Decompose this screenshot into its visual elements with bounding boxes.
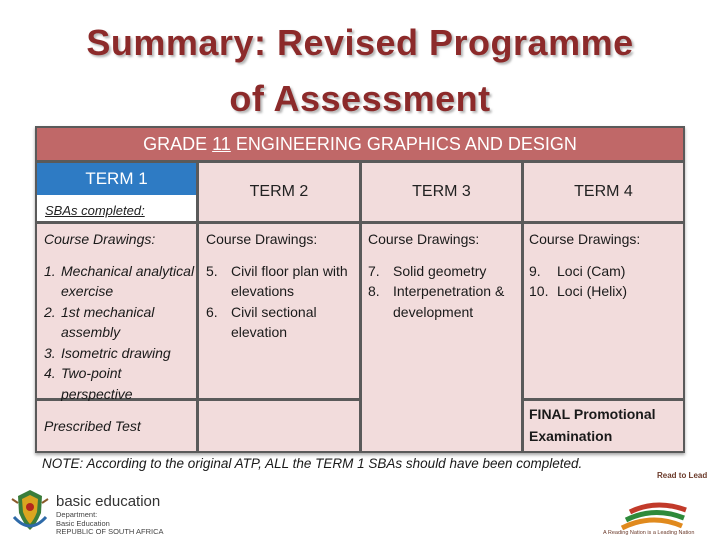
list-item-number: 7. [368,262,380,279]
prescribed-test: Test [114,418,141,434]
list-item [206,261,359,302]
basic-education-label: basic education [56,493,161,510]
list-item [44,302,196,343]
list-item [529,261,683,282]
table-header [37,128,683,160]
list-item-text: Solid geometry [393,262,487,279]
term2-heading: TERM 2 [199,163,359,221]
list-item-number: 10. [529,283,549,299]
list-item-number: 3. [44,344,56,361]
prescribed-test-cell [37,401,196,451]
list-item-number: 5. [206,262,218,279]
list-item [44,363,196,404]
dept-line2: Basic Education [56,518,110,528]
list-item-text: Loci (Helix) [557,283,628,299]
header-prefix: GRADE [143,134,213,154]
list-item-number: 8. [368,283,380,299]
list-item-text: Civil sectional elevation [231,303,317,340]
list-item-text: Two-point perspective [61,365,133,402]
list-item [206,302,359,343]
list-item [44,343,196,364]
term3-heading: TERM 3 [362,163,521,221]
prescribed-prefix: Prescribed [44,418,115,434]
coat-of-arms-icon [8,487,52,535]
list-item [529,281,683,302]
final-line2: Examination [529,428,613,444]
term4-list [529,261,683,302]
list-item-text: Isometric drawing [61,344,171,361]
list-item-text: Loci (Cam) [557,262,626,279]
list-item-number: 9. [529,262,541,279]
list-item [368,281,521,322]
term4-course-drawings-label: Course Drawings: [529,231,641,247]
term3-course-drawings-label: Course Drawings: [368,231,480,247]
final-exam-cell [524,401,683,451]
dept-line3: REPUBLIC OF SOUTH AFRICA [56,527,164,536]
dept-line1: Department: [56,510,98,519]
note-text: NOTE: According to the original ATP, ALL the TERM 1 SBAs should have been completed. [42,456,583,471]
term4-content [524,224,683,398]
term1-course-drawings-label: Course Drawings: [44,231,156,247]
term3-content [362,224,521,451]
header-grade: 11 [212,134,231,154]
list-item-number: 6. [206,303,218,320]
term1-content [37,224,196,402]
list-item-number: 4. [44,365,56,381]
term2-course-drawings-label: Course Drawings: [206,231,318,247]
header-suffix: ENGINEERING GRAPHICS AND DESIGN [230,134,577,154]
read-to-lead-tagline: A Reading Nation is a Leading Nation [603,530,695,536]
term3-list [368,261,521,323]
term1-heading: TERM 1 [37,163,196,195]
list-item [368,261,521,282]
list-item-number: 2. [44,303,56,320]
list-item-text: Civil floor plan with elevations [231,262,348,299]
term2-list [206,261,359,343]
page-title-line2: of Assessment [229,78,491,119]
sbas-completed-label: SBAs completed: [37,195,196,221]
term1-list [44,261,196,405]
department-label [56,511,164,537]
list-item-text: 1st mechanical assembly [61,303,155,340]
read-to-lead-label: Read to Lead [657,471,708,480]
term2-test-cell [199,401,359,451]
list-item-text: Interpenetration & development [393,283,505,320]
list-item [44,261,196,302]
list-item-number: 1. [44,262,56,279]
page-title-line1: Summary: Revised Programme [86,22,634,63]
term4-heading: TERM 4 [524,163,683,221]
final-line1: FINAL Promotional [529,406,656,422]
term2-content [199,224,359,398]
list-item-text: Mechanical analytical exercise [61,262,195,299]
